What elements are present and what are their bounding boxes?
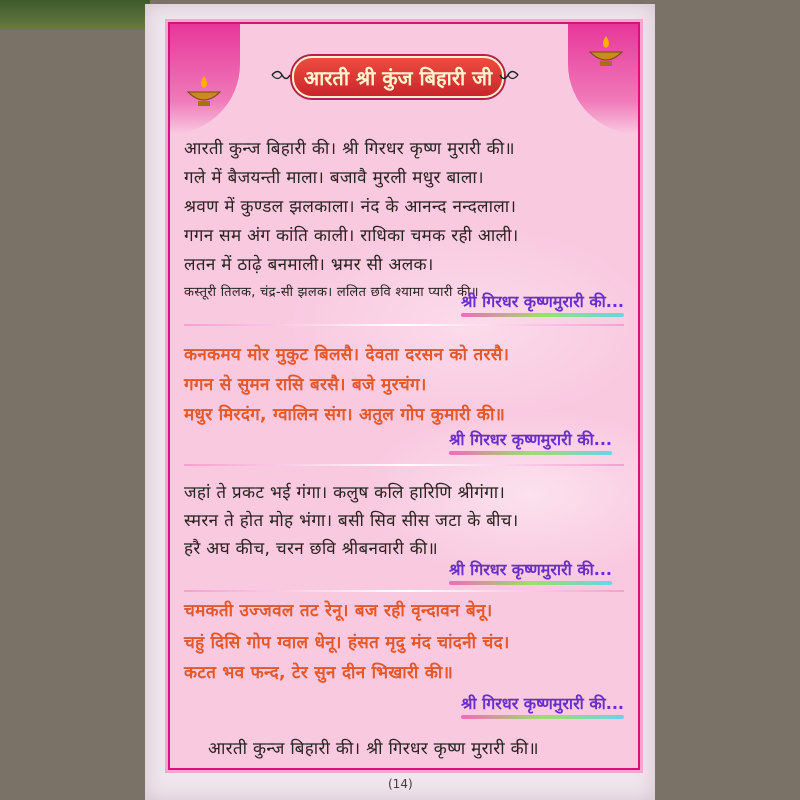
verse-line: चमकती उज्जवल तट रेनू। बज रही वृन्दावन बेनू। bbox=[184, 601, 493, 621]
verse-line: गले में बैजयन्ती माला। बजावै मुरली मधुर बाला। bbox=[184, 168, 484, 188]
verse-line: कटत भव फन्द, टेर सुन दीन भिखारी की॥ bbox=[184, 663, 454, 683]
chorus-text: श्री गिरधर कृष्णमुरारी की... bbox=[449, 560, 612, 579]
chorus-underline bbox=[449, 451, 612, 455]
ornament-icon bbox=[498, 66, 520, 84]
diya-lamp-icon bbox=[586, 34, 626, 68]
verse-line: हरै अघ कीच, चरन छवि श्रीबनवारी की॥ bbox=[184, 539, 438, 559]
ornament-icon bbox=[270, 66, 292, 84]
page-title: आरती श्री कुंज बिहारी जी bbox=[292, 56, 504, 98]
chorus-line bbox=[461, 692, 624, 719]
verse-line: स्मरन ते होत मोह भंगा। बसी सिव सीस जटा के बीच। bbox=[184, 511, 519, 531]
diya-lamp-icon bbox=[184, 74, 224, 108]
title-banner bbox=[270, 56, 520, 96]
chorus-underline bbox=[461, 715, 624, 719]
chorus-text: श्री गिरधर कृष्णमुरारी की... bbox=[449, 430, 612, 449]
verse-line: मधुर मिरदंग, ग्वालिन संग। अतुल गोप कुमारी की॥ bbox=[184, 405, 506, 425]
verse-line: आरती कुन्ज बिहारी की। श्री गिरधर कृष्ण मुरारी की॥ bbox=[184, 139, 515, 159]
closing-line: आरती कुन्ज बिहारी की। श्री गिरधर कृष्ण मुरारी की॥ bbox=[208, 739, 539, 759]
verse-line: गगन सम अंग कांति काली। राधिका चमक रही आली। bbox=[184, 226, 519, 246]
verse-line: जहां ते प्रकट भई गंगा। कलुष कलि हारिणि श्रीगंगा। bbox=[184, 483, 506, 503]
chorus-underline bbox=[461, 313, 624, 317]
chorus-text: श्री गिरधर कृष्णमुरारी की... bbox=[461, 694, 624, 713]
aarti-frame bbox=[168, 22, 640, 770]
chorus-line bbox=[449, 428, 612, 455]
stanza-divider bbox=[184, 324, 624, 326]
verse-line: लतन में ठाढ़े बनमाली। भ्रमर सी अलक। bbox=[184, 255, 434, 275]
chorus-line bbox=[449, 558, 612, 585]
verse-line: कनकमय मोर मुकुट बिलसै। देवता दरसन को तरसै। bbox=[184, 345, 510, 365]
stanza-divider bbox=[184, 590, 624, 592]
verse-line: चहुं दिसि गोप ग्वाल धेनू। हंसत मृदु मंद चांदनी चंद। bbox=[184, 633, 510, 653]
verse-line: गगन से सुमन रासि बरसै। बजे मुरचंग। bbox=[184, 375, 427, 395]
chorus-line bbox=[461, 290, 624, 317]
chorus-text: श्री गिरधर कृष्णमुरारी की... bbox=[461, 292, 624, 311]
stanza-divider bbox=[184, 464, 624, 466]
verse-line: श्रवण में कुण्डल झलकाला। नंद के आनन्द नन्दलाला। bbox=[184, 197, 517, 217]
verse-line: कस्तूरी तिलक, चंद्र-सी झलक। ललित छवि श्यामा प्यारी की॥ bbox=[184, 285, 479, 300]
background-grass bbox=[0, 0, 150, 30]
page-number: (14) bbox=[388, 777, 413, 791]
chorus-underline bbox=[449, 581, 612, 585]
